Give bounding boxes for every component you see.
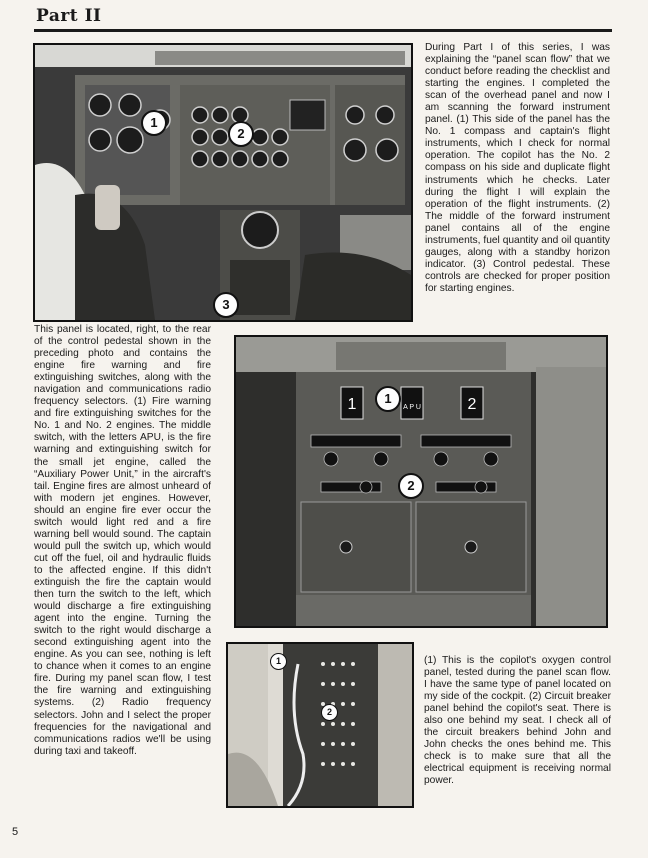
cockpit-photo bbox=[33, 43, 413, 322]
caption-fire-radio-panel: This panel is located, right, to the rear of the control pedestal shown in the preceding photo and contains the engine fire warning and fire extinguishing switches, along with the navigation and communications radio frequency selectors. (1) Fire warning and fire extinguishing switches for the No. 1 and No. 2 engines. The middle switch, with the letters APU, is the fire warning and extinguishing switch for the small jet engine, called the “Auxiliary Power Unit,” in the aircraft's tail. Engine fires are almost unheard of with modern jet engines. However, should an engine fire ever occur the switch would light red and a fire warning bell would sound. The captain would pull the switch up, which would cut off the fuel, oil and hydraulic fluids to the affected engine. If this didn't extinguish the fire the captain would then turn the switch to the left, which would discharge a fire extinguishing agent into the engine. Turning the switch to the right would discharge a second extinguishing agent into the engine. As you can see, nothing is left to chance when it comes to an engine fire. During my panel scan flow, I test the fire warning and extinguishing systems. (2) Radio frequency selectors. John and I select the proper frequencies for the navigational and communications radios we'll be using during taxi and takeoff. bbox=[34, 324, 211, 757]
page-number: 5 bbox=[12, 826, 19, 838]
fire-switch-label-apu: A P U bbox=[403, 404, 421, 411]
circuit-breaker-photo bbox=[226, 642, 414, 808]
cockpit-callout-2: 2 bbox=[228, 121, 254, 147]
cockpit-photo-image bbox=[35, 45, 411, 320]
fire-switch-label-1: 1 bbox=[347, 396, 357, 413]
circuit-callout-1: 1 bbox=[270, 653, 287, 670]
cockpit-callout-3: 3 bbox=[213, 292, 239, 318]
circuit-breaker-image bbox=[228, 644, 412, 806]
fire-panel-callout-1: 1 bbox=[375, 386, 401, 412]
caption-forward-panel: During Part I of this series, I was explaining the “panel scan flow” that we conduct before reading the checklist and starting the engines. I completed the scan of the overhead panel and now I am scanning the forward instrument panel. (1) This side of the panel has the No. 1 compass and captain's flight instruments, which I check for normal operation. The copilot has the No. 2 compass on his side and duplicate flight instruments which he checks. Later during the flight I will explain the operation of the flight instruments. (2) The middle of the forward instrument panel contains all of the engine instruments, fuel quantity and oil quantity gauges, along with a standby horizon indicator. (3) Control pedestal. These controls are checked for proper position for starting engines. bbox=[425, 42, 610, 294]
fire-panel-callout-2: 2 bbox=[398, 473, 424, 499]
caption-circuit-breakers: (1) This is the copilot's oxygen control panel, tested during the panel scan flow. I have the same type of panel located on my side of the cockpit. (2) Circuit breaker panel behind the copilot's seat. There is also one behind my seat. I check all of the circuit breakers behind John and John checks the ones behind me. This check is to make sure that all the electrical equipment is receiving normal power. bbox=[424, 655, 611, 787]
fire-radio-panel-photo bbox=[234, 335, 608, 628]
cockpit-callout-1: 1 bbox=[141, 110, 167, 136]
title-rule bbox=[34, 29, 612, 32]
part-title: Part II bbox=[36, 6, 102, 26]
circuit-callout-2: 2 bbox=[321, 704, 338, 721]
fire-switch-label-2: 2 bbox=[467, 396, 477, 413]
